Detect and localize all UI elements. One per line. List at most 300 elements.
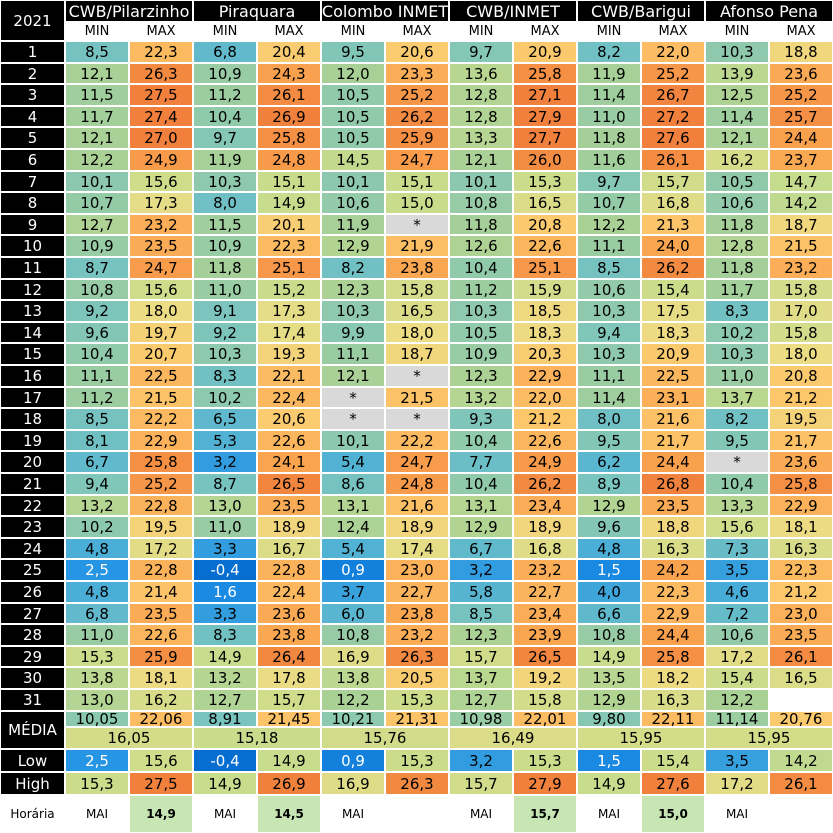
- temperature-cell: 13,2: [449, 387, 513, 408]
- low-value: 15,3: [513, 749, 577, 772]
- temperature-cell: 11,8: [705, 214, 769, 235]
- low-value: 1,5: [577, 749, 641, 772]
- media-value: 21,31: [385, 711, 449, 727]
- temperature-cell: 8,2: [577, 41, 641, 63]
- temperature-cell: 10,2: [193, 387, 257, 408]
- temperature-cell: 23,8: [385, 603, 449, 624]
- temperature-cell: 12,1: [705, 127, 769, 149]
- temperature-cell: 9,4: [65, 473, 129, 495]
- low-value: -0,4: [193, 749, 257, 772]
- temperature-cell: 12,1: [65, 127, 129, 149]
- temperature-cell: 11,1: [577, 365, 641, 387]
- temperature-cell: 10,3: [193, 171, 257, 192]
- temperature-cell: 13,1: [449, 495, 513, 516]
- temperature-cell: 4,6: [705, 581, 769, 603]
- low-label: Low: [0, 749, 65, 772]
- year-label: 2021: [0, 0, 65, 41]
- temperature-cell: 10,3: [705, 343, 769, 365]
- temperature-cell: 21,5: [769, 235, 833, 257]
- day-label: 10: [0, 235, 65, 257]
- day-label: 11: [0, 257, 65, 279]
- temperature-cell: 21,9: [385, 235, 449, 257]
- temperature-cell: 10,7: [65, 192, 129, 214]
- temperature-cell: 27,4: [129, 106, 193, 127]
- temperature-cell: 26,3: [129, 63, 193, 84]
- temperature-cell: 23,5: [257, 495, 321, 516]
- temperature-cell: 11,2: [193, 84, 257, 106]
- day-label: 4: [0, 106, 65, 127]
- temperature-cell: 22,7: [513, 581, 577, 603]
- horaria-value: MAI: [65, 795, 129, 833]
- temperature-cell: 3,2: [193, 451, 257, 473]
- temperature-cell: 15,0: [385, 192, 449, 214]
- temperature-cell: 24,4: [769, 127, 833, 149]
- temperature-cell: 27,9: [513, 106, 577, 127]
- min-column-header: MIN: [321, 22, 385, 41]
- temperature-cell: 7,3: [705, 538, 769, 559]
- high-value: 15,3: [65, 772, 129, 795]
- temperature-cell: 9,7: [577, 171, 641, 192]
- temperature-cell: 18,1: [129, 667, 193, 689]
- temperature-cell: 8,5: [577, 257, 641, 279]
- temperature-cell: 10,6: [577, 279, 641, 300]
- day-label: 7: [0, 171, 65, 192]
- temperature-cell: 9,4: [577, 322, 641, 343]
- media-overall: 16,05: [65, 727, 193, 749]
- temperature-cell: 20,8: [769, 365, 833, 387]
- temperature-cell: 17,2: [129, 538, 193, 559]
- day-label: 21: [0, 473, 65, 495]
- temperature-cell: 13,7: [449, 667, 513, 689]
- temperature-cell: 22,9: [769, 495, 833, 516]
- media-label: MÉDIA: [0, 711, 65, 749]
- temperature-cell: 10,4: [449, 257, 513, 279]
- day-label: 31: [0, 689, 65, 711]
- max-column-header: MAX: [769, 22, 833, 41]
- min-column-header: MIN: [193, 22, 257, 41]
- temperature-cell: 9,5: [321, 41, 385, 63]
- temperature-cell: 12,0: [321, 63, 385, 84]
- temperature-cell: 11,8: [577, 127, 641, 149]
- temperature-cell: 22,8: [257, 559, 321, 581]
- temperature-cell: 23,5: [769, 624, 833, 646]
- temperature-cell: 11,9: [193, 149, 257, 171]
- temperature-cell: 6,7: [449, 538, 513, 559]
- temperature-cell: 22,8: [129, 495, 193, 516]
- max-column-header: MAX: [641, 22, 705, 41]
- temperature-cell: 26,8: [641, 473, 705, 495]
- day-label: 16: [0, 365, 65, 387]
- media-overall: 15,95: [705, 727, 833, 749]
- temperature-cell: 13,2: [65, 495, 129, 516]
- temperature-cell: 8,5: [65, 408, 129, 430]
- media-value: 11,14: [705, 711, 769, 727]
- temperature-cell: 10,5: [705, 171, 769, 192]
- temperature-cell: 22,0: [513, 387, 577, 408]
- temperature-cell: 15,1: [385, 171, 449, 192]
- temperature-cell: 18,8: [641, 516, 705, 538]
- low-value: 2,5: [65, 749, 129, 772]
- temperature-cell: 27,0: [129, 127, 193, 149]
- temperature-cell: 18,9: [513, 516, 577, 538]
- low-value: 3,2: [449, 749, 513, 772]
- day-label: 15: [0, 343, 65, 365]
- temperature-cell: 17,2: [705, 646, 769, 667]
- temperature-cell: 20,3: [513, 343, 577, 365]
- station-header: CWB/Pilarzinho: [65, 0, 193, 22]
- temperature-cell: 22,6: [257, 430, 321, 451]
- temperature-cell: 5,4: [321, 538, 385, 559]
- temperature-cell: 12,1: [321, 365, 385, 387]
- high-value: 14,9: [193, 772, 257, 795]
- temperature-cell: 16,5: [769, 667, 833, 689]
- temperature-cell: 27,7: [513, 127, 577, 149]
- temperature-cell: 20,5: [385, 667, 449, 689]
- media-value: 10,21: [321, 711, 385, 727]
- temperature-cell: 13,6: [449, 63, 513, 84]
- temperature-cell: 18,7: [769, 214, 833, 235]
- temperature-cell: 21,6: [385, 495, 449, 516]
- media-value: 10,05: [65, 711, 129, 727]
- temperature-cell: 22,6: [513, 430, 577, 451]
- temperature-cell: 11,7: [65, 106, 129, 127]
- temperature-cell: 18,7: [385, 343, 449, 365]
- temperature-cell: 8,3: [193, 365, 257, 387]
- day-label: 30: [0, 667, 65, 689]
- day-label: 17: [0, 387, 65, 408]
- temperature-cell: 5,3: [193, 430, 257, 451]
- temperature-cell: 11,4: [577, 387, 641, 408]
- temperature-cell: 3,3: [193, 603, 257, 624]
- media-value: 10,98: [449, 711, 513, 727]
- temperature-cell: 26,7: [641, 84, 705, 106]
- temperature-cell: 3,5: [705, 559, 769, 581]
- day-label: 20: [0, 451, 65, 473]
- temperature-cell: 16,7: [257, 538, 321, 559]
- temperature-cell: 25,2: [641, 63, 705, 84]
- day-label: 9: [0, 214, 65, 235]
- temperature-cell: 22,2: [129, 408, 193, 430]
- low-value: 3,5: [705, 749, 769, 772]
- temperature-cell: 18,0: [129, 300, 193, 322]
- temperature-cell: 8,3: [193, 624, 257, 646]
- temperature-cell: 10,9: [193, 235, 257, 257]
- temperature-cell: 24,4: [641, 624, 705, 646]
- day-label: 14: [0, 322, 65, 343]
- temperature-cell: 12,8: [449, 106, 513, 127]
- high-value: 15,7: [449, 772, 513, 795]
- temperature-cell: 12,8: [705, 235, 769, 257]
- low-value: 15,3: [385, 749, 449, 772]
- temperature-cell: *: [385, 365, 449, 387]
- temperature-cell: 8,1: [65, 430, 129, 451]
- temperature-cell: 10,2: [705, 322, 769, 343]
- temperature-cell: 15,3: [513, 171, 577, 192]
- temperature-cell: 26,5: [513, 646, 577, 667]
- temperature-cell: 15,6: [129, 171, 193, 192]
- temperature-cell: 23,9: [513, 624, 577, 646]
- temperature-cell: 22,5: [129, 365, 193, 387]
- horaria-value: MAI: [449, 795, 513, 833]
- temperature-cell: 21,7: [769, 430, 833, 451]
- temperature-cell: 1,5: [577, 559, 641, 581]
- temperature-cell: 6,8: [65, 603, 129, 624]
- temperature-cell: 10,7: [577, 192, 641, 214]
- temperature-cell: 13,2: [193, 667, 257, 689]
- temperature-cell: 10,8: [449, 192, 513, 214]
- high-value: 14,9: [577, 772, 641, 795]
- temperature-cell: 13,7: [705, 387, 769, 408]
- temperature-cell: 22,7: [385, 581, 449, 603]
- day-label: 12: [0, 279, 65, 300]
- temperature-cell: 10,1: [321, 171, 385, 192]
- temperature-cell: 22,4: [257, 387, 321, 408]
- temperature-cell: 15,7: [257, 689, 321, 711]
- temperature-cell: 21,7: [641, 430, 705, 451]
- temperature-cell: 11,1: [321, 343, 385, 365]
- temperature-cell: 5,4: [321, 451, 385, 473]
- temperature-cell: 25,9: [385, 127, 449, 149]
- temperature-cell: 7,7: [449, 451, 513, 473]
- temperature-cell: 27,2: [641, 106, 705, 127]
- temperature-cell: 13,0: [193, 495, 257, 516]
- temperature-cell: 25,8: [641, 646, 705, 667]
- temperature-cell: 8,3: [705, 300, 769, 322]
- temperature-cell: 23,7: [769, 149, 833, 171]
- temperature-cell: 1,6: [193, 581, 257, 603]
- temperature-cell: 4,0: [577, 581, 641, 603]
- day-label: 24: [0, 538, 65, 559]
- temperature-cell: 5,8: [449, 581, 513, 603]
- low-value: 14,9: [257, 749, 321, 772]
- temperature-cell: 18,8: [769, 41, 833, 63]
- temperature-cell: 7,2: [705, 603, 769, 624]
- temperature-cell: *: [705, 451, 769, 473]
- temperature-cell: 14,9: [577, 646, 641, 667]
- temperature-cell: 11,9: [577, 63, 641, 84]
- high-value: 26,1: [769, 772, 833, 795]
- media-value: 22,11: [641, 711, 705, 727]
- temperature-cell: 10,3: [577, 300, 641, 322]
- temperature-cell: 19,3: [257, 343, 321, 365]
- temperature-cell: 10,9: [449, 343, 513, 365]
- media-value: 22,01: [513, 711, 577, 727]
- temperature-cell: 20,6: [385, 41, 449, 63]
- temperature-cell: 8,0: [193, 192, 257, 214]
- temperature-cell: 20,7: [129, 343, 193, 365]
- temperature-cell: 8,0: [577, 408, 641, 430]
- temperature-cell: 15,8: [769, 279, 833, 300]
- temperature-cell: 25,8: [769, 473, 833, 495]
- temperature-cell: 11,7: [705, 279, 769, 300]
- day-label: 1: [0, 41, 65, 63]
- temperature-cell: 3,3: [193, 538, 257, 559]
- temperature-cell: 26,5: [257, 473, 321, 495]
- temperature-cell: 21,6: [641, 408, 705, 430]
- temperature-cell: 12,1: [449, 149, 513, 171]
- temperature-cell: 11,8: [449, 214, 513, 235]
- temperature-cell: 26,1: [769, 646, 833, 667]
- temperature-cell: 10,1: [449, 171, 513, 192]
- temperature-cell: 21,5: [385, 387, 449, 408]
- temperature-cell: 16,9: [321, 646, 385, 667]
- day-label: 29: [0, 646, 65, 667]
- temperature-cell: 11,0: [65, 624, 129, 646]
- temperature-cell: 0,9: [321, 559, 385, 581]
- temperature-cell: 12,2: [321, 689, 385, 711]
- horaria-value: MAI: [321, 795, 385, 833]
- temperature-cell: 13,0: [65, 689, 129, 711]
- temperature-cell: 10,8: [65, 279, 129, 300]
- media-value: 8,91: [193, 711, 257, 727]
- temperature-cell: 23,0: [769, 603, 833, 624]
- media-value: 20,76: [769, 711, 833, 727]
- temperature-cell: 21,2: [513, 408, 577, 430]
- temperature-cell: 10,4: [193, 106, 257, 127]
- temperature-cell: 13,3: [449, 127, 513, 149]
- temperature-cell: 13,8: [65, 667, 129, 689]
- temperature-cell: 10,1: [321, 430, 385, 451]
- max-column-header: MAX: [129, 22, 193, 41]
- temperature-cell: 10,3: [577, 343, 641, 365]
- temperature-cell: 15,6: [129, 279, 193, 300]
- temperature-cell: 14,5: [321, 149, 385, 171]
- temperature-cell: 13,5: [577, 667, 641, 689]
- temperature-cell: 11,0: [705, 365, 769, 387]
- day-label: 23: [0, 516, 65, 538]
- temperature-cell: 22,6: [513, 235, 577, 257]
- media-overall: 15,18: [193, 727, 321, 749]
- temperature-cell: 8,2: [705, 408, 769, 430]
- temperature-cell: 15,3: [385, 689, 449, 711]
- temperature-cell: 15,8: [513, 689, 577, 711]
- temperature-cell: 11,8: [705, 257, 769, 279]
- temperature-cell: *: [321, 408, 385, 430]
- media-overall: 15,95: [577, 727, 705, 749]
- min-column-header: MIN: [705, 22, 769, 41]
- temperature-cell: 22,4: [257, 581, 321, 603]
- temperature-cell: 15,4: [641, 279, 705, 300]
- horaria-value: [385, 795, 449, 833]
- min-column-header: MIN: [449, 22, 513, 41]
- temperature-cell: 23,5: [129, 603, 193, 624]
- temperature-cell: 15,4: [705, 667, 769, 689]
- temperature-cell: 17,4: [385, 538, 449, 559]
- temperature-cell: 12,9: [577, 495, 641, 516]
- temperature-cell: 10,4: [65, 343, 129, 365]
- temperature-cell: 10,9: [65, 235, 129, 257]
- temperature-cell: 22,3: [129, 41, 193, 63]
- media-value: 21,45: [257, 711, 321, 727]
- temperature-cell: 23,0: [385, 559, 449, 581]
- temperature-cell: 6,8: [193, 41, 257, 63]
- day-label: 26: [0, 581, 65, 603]
- temperature-cell: 11,9: [321, 214, 385, 235]
- media-overall: 15,76: [321, 727, 449, 749]
- temperature-cell: 23,5: [129, 235, 193, 257]
- temperature-cell: 11,5: [65, 84, 129, 106]
- temperature-cell: 25,2: [129, 473, 193, 495]
- temperature-cell: 6,5: [193, 408, 257, 430]
- temperature-cell: 11,1: [577, 235, 641, 257]
- temperature-cell: 12,7: [449, 689, 513, 711]
- horaria-value: 15,0: [641, 795, 705, 833]
- temperature-cell: 20,6: [257, 408, 321, 430]
- temperature-cell: 19,2: [513, 667, 577, 689]
- temperature-cell: 21,4: [129, 581, 193, 603]
- temperature-cell: 15,1: [257, 171, 321, 192]
- temperature-cell: 12,4: [321, 516, 385, 538]
- temperature-cell: 14,2: [769, 192, 833, 214]
- temperature-cell: 26,1: [641, 149, 705, 171]
- temperature-cell: 16,2: [705, 149, 769, 171]
- max-column-header: MAX: [513, 22, 577, 41]
- media-value: 9,80: [577, 711, 641, 727]
- temperature-cell: 18,0: [385, 322, 449, 343]
- temperature-cell: 24,0: [641, 235, 705, 257]
- temperature-cell: 22,9: [641, 603, 705, 624]
- temperature-cell: 12,3: [449, 624, 513, 646]
- temperature-cell: 10,3: [705, 41, 769, 63]
- temperature-cell: 23,2: [129, 214, 193, 235]
- temperature-cell: 18,3: [513, 322, 577, 343]
- temperature-cell: 10,5: [321, 106, 385, 127]
- station-header: Afonso Pena: [705, 0, 833, 22]
- temperature-cell: 10,4: [705, 473, 769, 495]
- high-value: 16,9: [321, 772, 385, 795]
- temperature-cell: 24,9: [129, 149, 193, 171]
- temperature-cell: [769, 689, 833, 711]
- min-column-header: MIN: [577, 22, 641, 41]
- temperature-cell: 26,0: [513, 149, 577, 171]
- high-value: 26,9: [257, 772, 321, 795]
- day-label: 6: [0, 149, 65, 171]
- station-header: Piraquara: [193, 0, 321, 22]
- station-header: CWB/INMET: [449, 0, 577, 22]
- temperature-cell: 10,4: [449, 430, 513, 451]
- temperature-cell: 14,9: [257, 192, 321, 214]
- temperature-cell: 22,3: [257, 235, 321, 257]
- temperature-cell: 15,8: [769, 322, 833, 343]
- temperature-cell: 23,6: [257, 603, 321, 624]
- temperature-cell: 10,4: [449, 473, 513, 495]
- temperature-cell: 15,7: [641, 171, 705, 192]
- day-label: 18: [0, 408, 65, 430]
- temperature-cell: 10,5: [321, 84, 385, 106]
- temperature-cell: 23,5: [641, 495, 705, 516]
- temperature-cell: 12,7: [65, 214, 129, 235]
- temperature-cell: 16,3: [769, 538, 833, 559]
- high-label: High: [0, 772, 65, 795]
- temperature-cell: 10,6: [705, 192, 769, 214]
- temperature-cell: 13,3: [705, 495, 769, 516]
- temperature-cell: 25,8: [257, 127, 321, 149]
- temperature-cell: 22,0: [641, 41, 705, 63]
- temperature-cell: 17,0: [769, 300, 833, 322]
- horaria-value: MAI: [577, 795, 641, 833]
- temperature-cell: 18,2: [641, 667, 705, 689]
- temperature-cell: 15,7: [449, 646, 513, 667]
- temperature-cell: 24,9: [513, 451, 577, 473]
- temperature-cell: 9,5: [577, 430, 641, 451]
- temperature-cell: 22,6: [129, 624, 193, 646]
- temperature-cell: 25,7: [769, 106, 833, 127]
- temperature-cell: 11,2: [449, 279, 513, 300]
- temperature-cell: 22,5: [641, 365, 705, 387]
- min-column-header: MIN: [65, 22, 129, 41]
- day-label: 3: [0, 84, 65, 106]
- temperature-cell: 20,4: [257, 41, 321, 63]
